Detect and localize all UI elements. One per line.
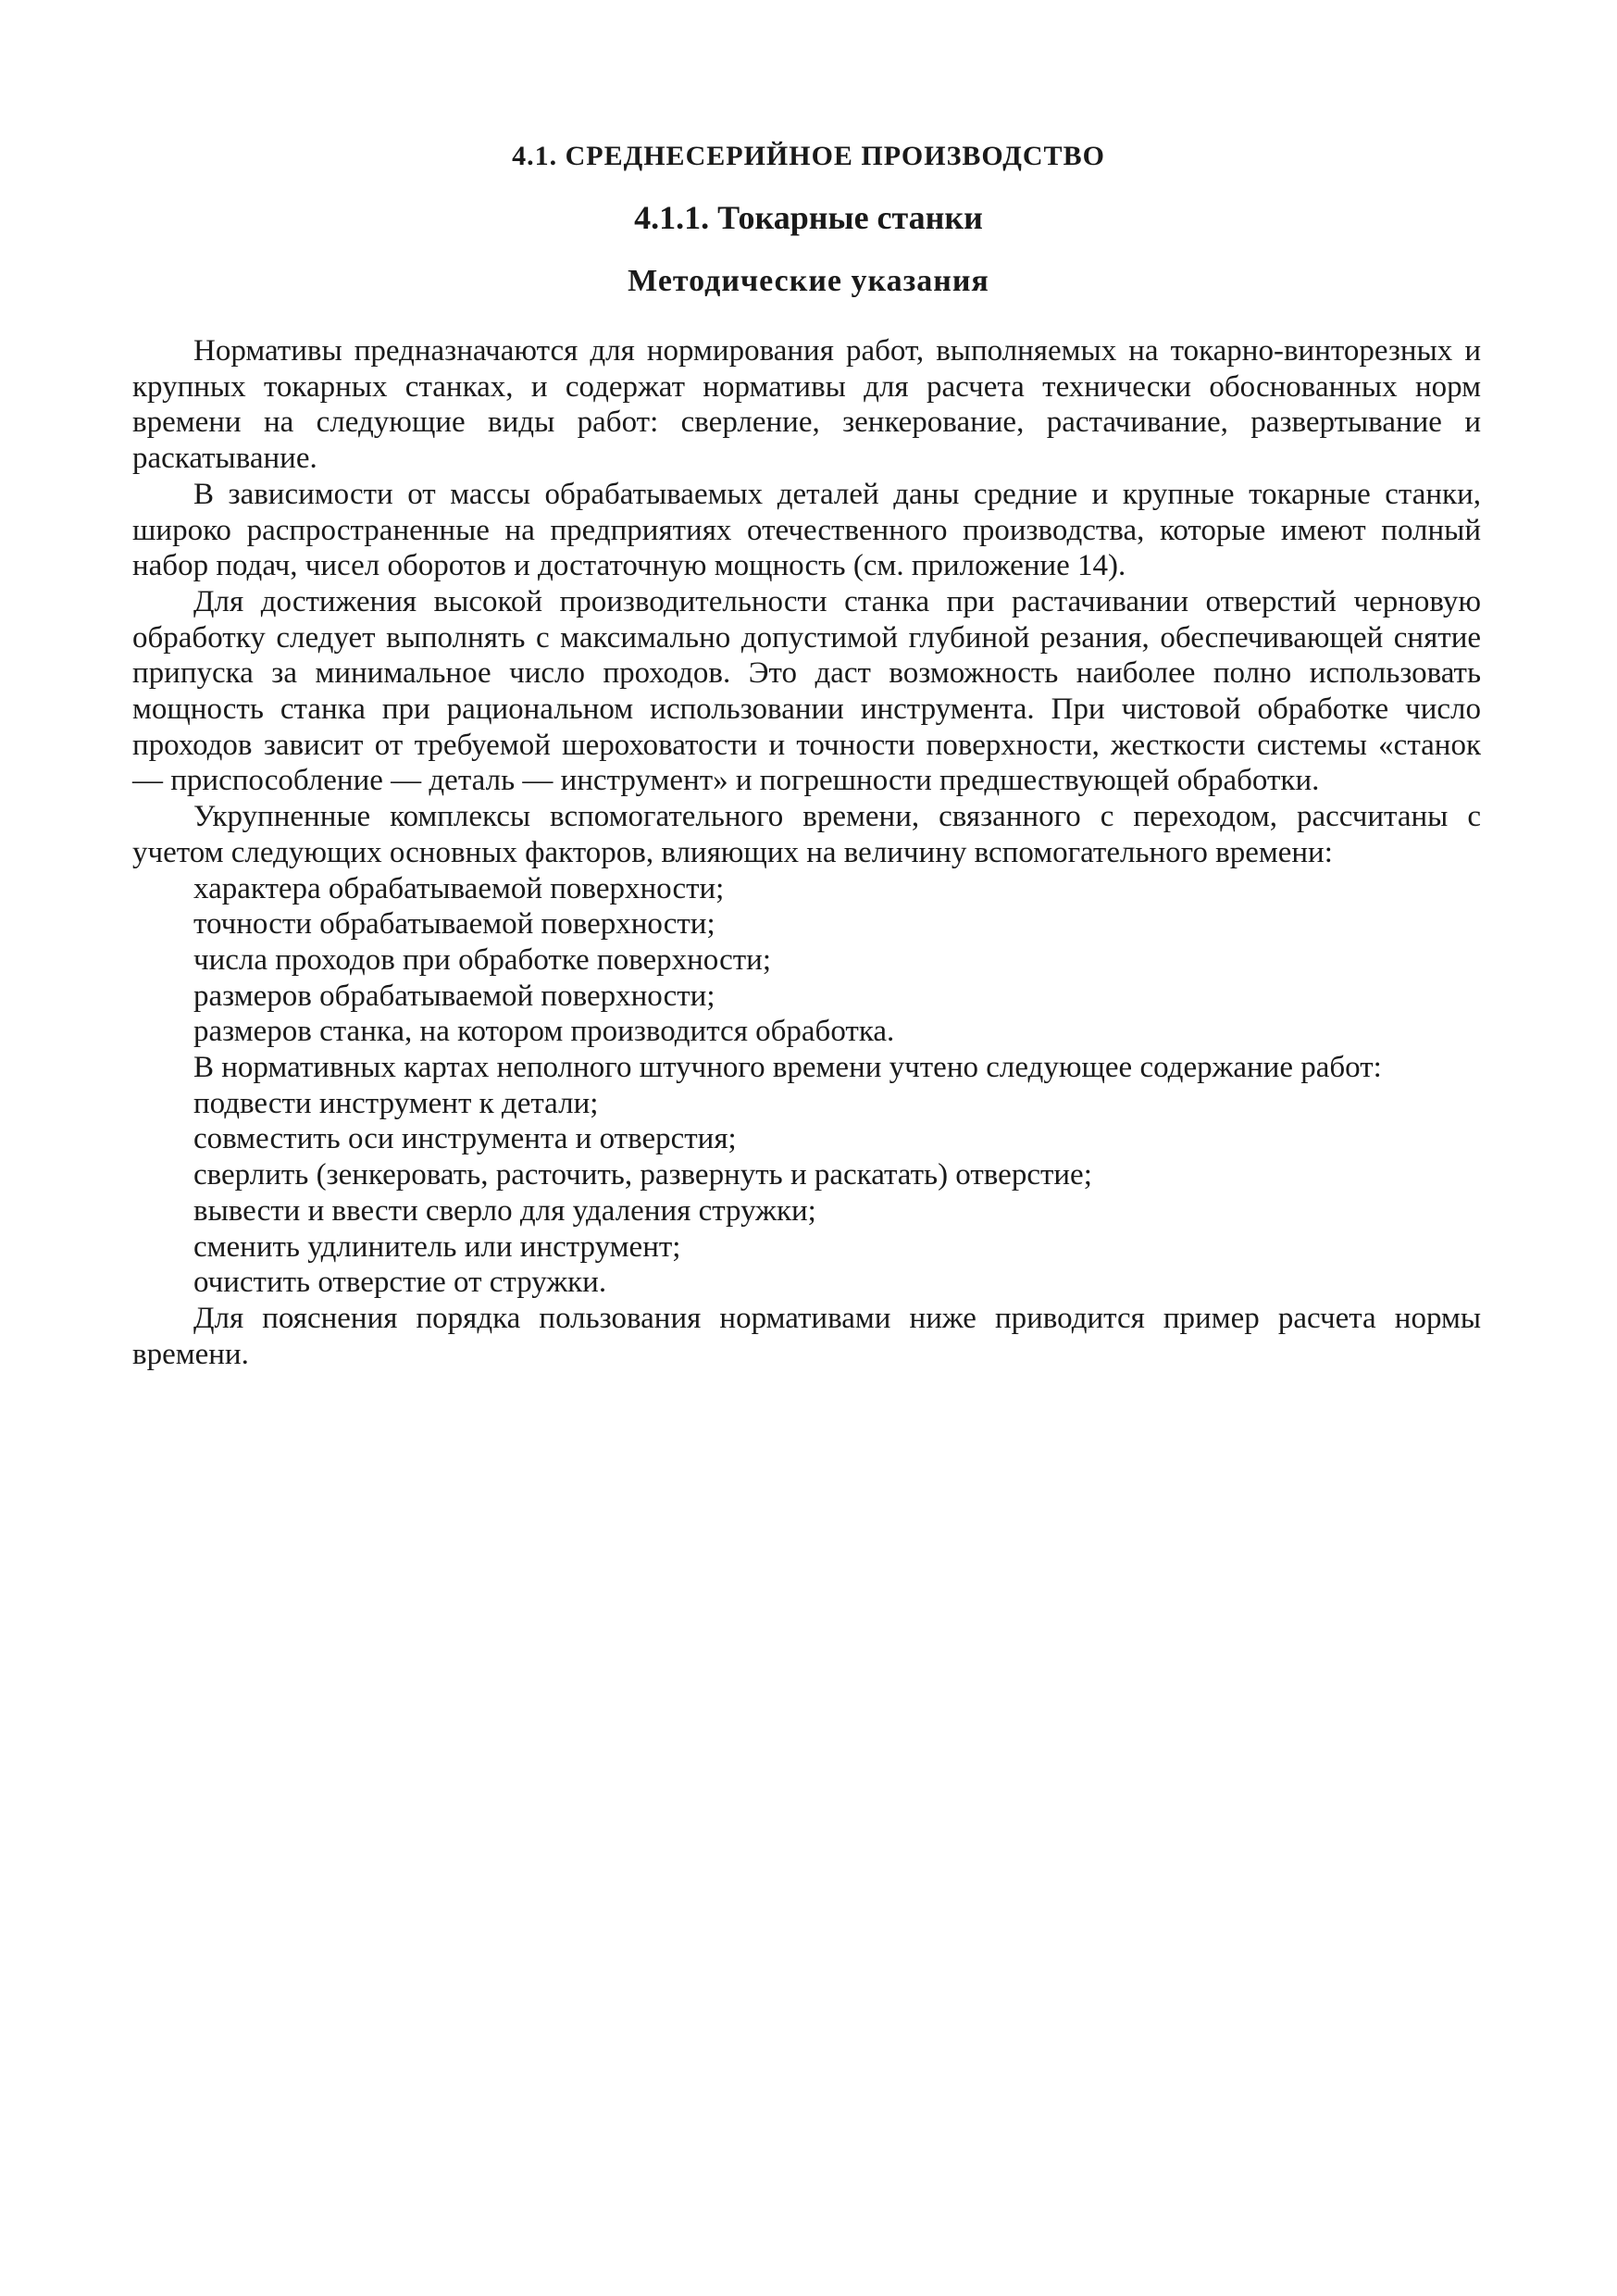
paragraph-scope: Нормативы предназначаются для нормирования работ, выполняемых на токарно-винторезных и крупных токарных станках, и содержат нормативы для расчета технически обоснованных норм времени на следующие виды работ: сверление, зенкерование, растачивание, развертывание и раскатывание. xyxy=(132,334,1481,476)
list-item: точности обрабатываемой поверхности; xyxy=(193,907,715,942)
list-item: размеров станка, на котором производится обработка. xyxy=(193,1015,895,1049)
guidelines-heading: Методические указания xyxy=(628,264,989,298)
factors-list xyxy=(132,871,1481,1051)
list-item: сменить удлинитель или инструмент; xyxy=(193,1229,681,1264)
section-heading: 4.1. СРЕДНЕСЕРИЙНОЕ ПРОИЗВОДСТВО xyxy=(512,141,1105,171)
paragraph-machines: В зависимости от массы обрабатываемых деталей даны средние и крупные токарные станки, широко распространенные на предприятиях отечественного производства, которые имеют полный набор подач, чисел оборотов и достаточную мощность (см. приложение 14). xyxy=(132,477,1481,583)
subsection-heading: 4.1.1. Токарные станки xyxy=(634,199,983,236)
list-item: числа проходов при обработке поверхности; xyxy=(193,942,771,977)
list-item: сверлить (зенкеровать, расточить, развернуть и раскатать) отверстие; xyxy=(193,1158,1092,1192)
paragraph-auxiliary-time: Укрупненные комплексы вспомогательного времени, связанного с переходом, рассчитаны с учетом следующих основных факторов, влияющих на величину вспомогательного времени: xyxy=(132,800,1481,869)
list-item: характера обрабатываемой поверхности; xyxy=(193,871,725,905)
paragraph-work-content: В нормативных картах неполного штучного времени учтено следующее содержание работ: xyxy=(193,1051,1382,1085)
list-item: совместить оси инструмента и отверстия; xyxy=(193,1122,737,1156)
paragraph-productivity: Для достижения высокой производительности станка при растачивании отверстий черновую обработку следует выполнять с максимально допустимой глубиной резания, обеспечивающей снятие припуска за минимальное число проходов. Это даст возможность наиболее полно использовать мощность станка при рациональном использовании инструмента. При чистовой обработке число проходов зависит от требуемой шероховатости и точности поверхности, жесткости системы «станок — приспособление — деталь — инструмент» и погрешности предшествующей обработки. xyxy=(132,584,1481,798)
list-item: подвести инструмент к детали; xyxy=(193,1086,599,1120)
paragraph-example-note: Для пояснения порядка пользования нормативами ниже приводится пример расчета нормы времени. xyxy=(132,1301,1481,1371)
list-item: вывести и ввести сверло для удаления стружки; xyxy=(193,1193,816,1228)
work-steps-list xyxy=(132,1086,1481,1301)
body-text xyxy=(132,333,1481,1372)
list-item: размеров обрабатываемой поверхности; xyxy=(193,979,715,1013)
list-item: очистить отверстие от стружки. xyxy=(193,1266,607,1300)
